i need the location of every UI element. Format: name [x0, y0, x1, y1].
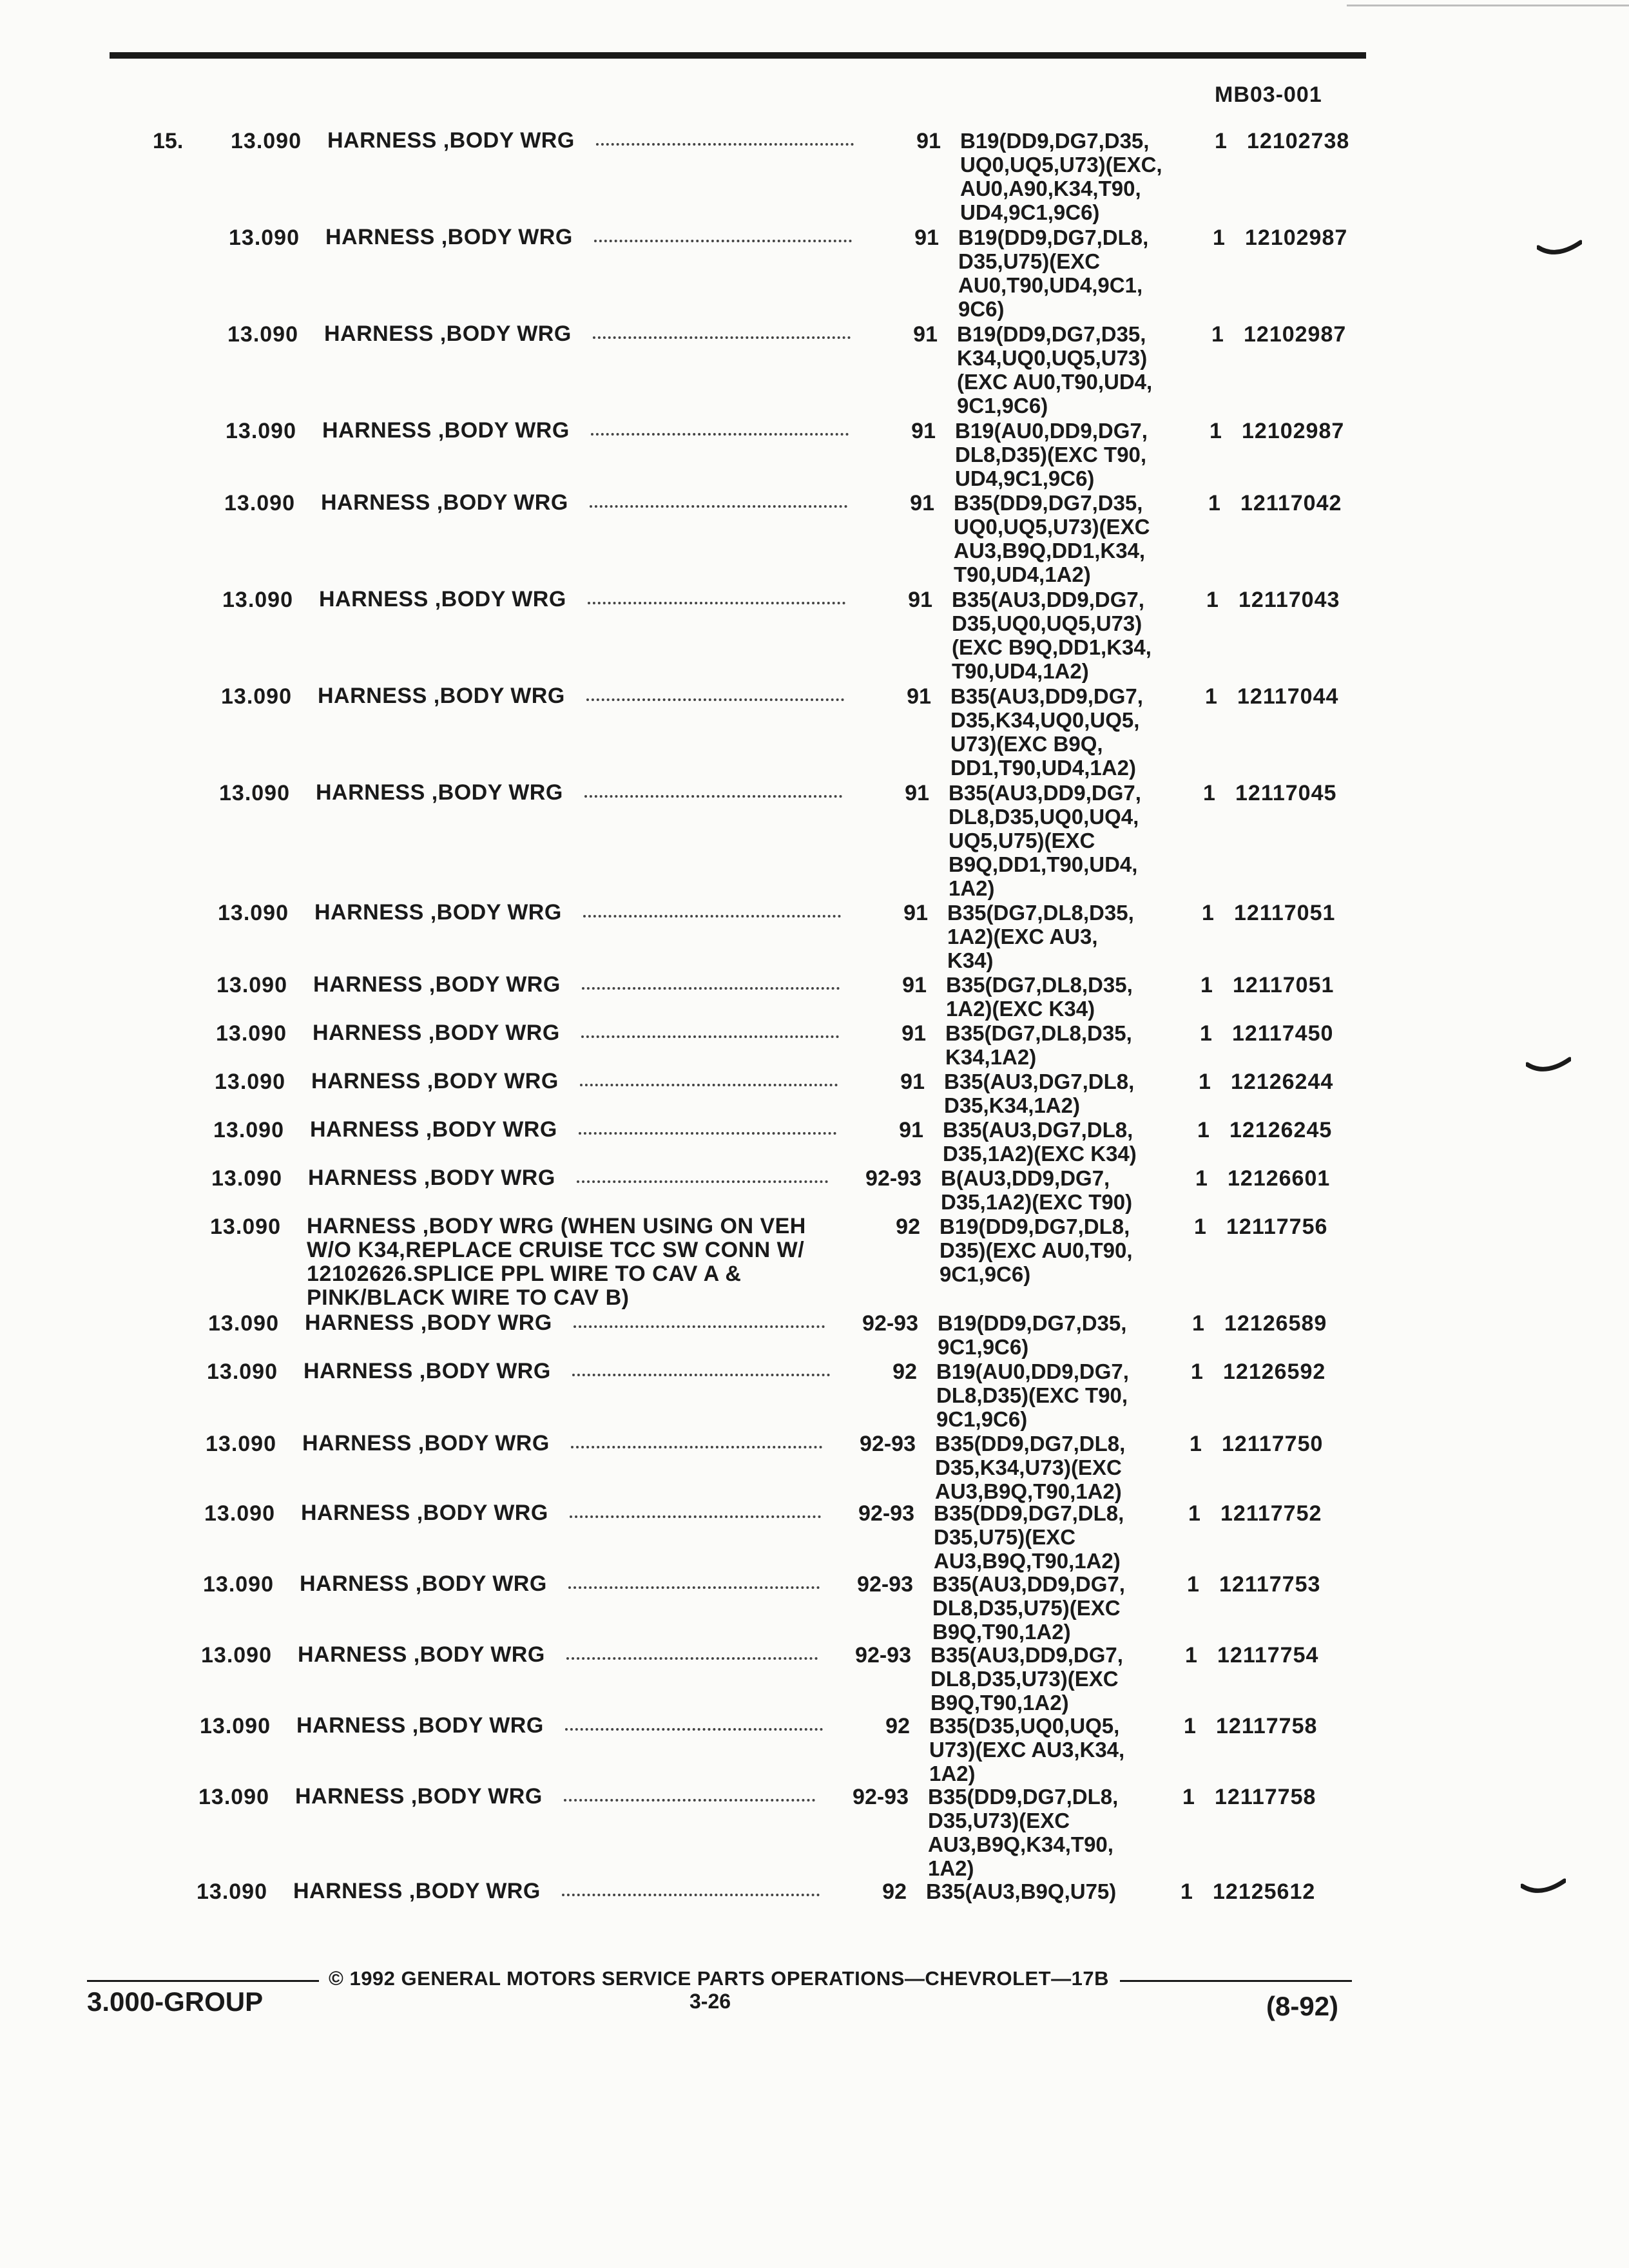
usage-codes: B35(DD9,DG7,D35, UQ0,UQ5,U73)(EXC AU3,B9Q,DD1,K34, T90,UD4,1A2) — [954, 491, 1150, 586]
footer-copyright: © 1992 GENERAL MOTORS SERVICE PARTS OPERATIONS—CHEVROLET—17B — [329, 1967, 1109, 1990]
part-number: 12117051 — [1234, 901, 1336, 925]
quantity: 1 — [1213, 226, 1225, 250]
part-description: HARNESS ,BODY WRG — [322, 419, 570, 443]
quantity: 1 — [1190, 1432, 1202, 1456]
quantity: 1 — [1210, 419, 1222, 443]
parts-row — [0, 1785, 1629, 1880]
part-number: 12117754 — [1217, 1643, 1319, 1667]
quantity: 1 — [1197, 1118, 1210, 1142]
parts-row — [0, 226, 1629, 321]
footer-page-number: 3-26 — [689, 1990, 731, 2013]
part-description: HARNESS ,BODY WRG — [300, 1572, 547, 1596]
quantity: 1 — [1184, 1714, 1196, 1738]
parts-row — [0, 491, 1629, 586]
footer-date: (8-92) — [1266, 1991, 1339, 2021]
parts-row — [0, 322, 1629, 418]
dot-leader — [564, 1798, 815, 1802]
dot-leader — [590, 504, 847, 508]
reference-number: 13.090 — [226, 419, 296, 443]
part-number: 12117756 — [1226, 1215, 1328, 1239]
usage-codes: B35(AU3,B9Q,U75) — [926, 1879, 1117, 1903]
usage-codes: B35(AU3,DD9,DG7, DL8,D35,U73)(EXC B9Q,T90,1A2) — [930, 1643, 1123, 1715]
part-description: HARNESS ,BODY WRG — [321, 491, 568, 515]
model-years: 92-93 — [865, 1166, 921, 1191]
header-code: MB03-001 — [1215, 82, 1322, 107]
part-description: HARNESS ,BODY WRG — [325, 226, 573, 249]
dot-leader — [574, 1324, 825, 1328]
dot-leader — [572, 1372, 830, 1376]
usage-codes: B19(AU0,DD9,DG7, DL8,D35)(EXC T90, UD4,9C1,9C6) — [955, 419, 1148, 490]
part-number: 12117043 — [1239, 588, 1340, 612]
parts-row — [0, 1432, 1629, 1509]
usage-codes: B35(DD9,DG7,DL8, D35,U75)(EXC AU3,B9Q,T90,1A2) — [934, 1501, 1124, 1573]
reference-number: 13.090 — [229, 226, 300, 250]
part-description: HARNESS ,BODY WRG — [318, 684, 565, 708]
part-number: 12117758 — [1216, 1714, 1318, 1738]
quantity: 1 — [1194, 1215, 1206, 1239]
usage-codes: B(AU3,DD9,DG7, D35,1A2)(EXC T90) — [941, 1166, 1133, 1214]
model-years: 91 — [911, 419, 936, 443]
part-number: 12117750 — [1222, 1432, 1324, 1456]
quantity: 1 — [1195, 1166, 1208, 1191]
part-number: 12117753 — [1219, 1572, 1321, 1597]
model-years: 91 — [913, 322, 938, 347]
part-description: HARNESS ,BODY WRG — [308, 1166, 555, 1190]
model-years: 92 — [885, 1714, 910, 1738]
dot-leader — [579, 1131, 836, 1135]
part-number: 12102987 — [1244, 322, 1347, 347]
reference-number: 13.090 — [227, 322, 298, 347]
quantity: 1 — [1202, 901, 1214, 925]
parts-row — [0, 419, 1629, 496]
reference-number: 13.090 — [216, 1021, 287, 1046]
quantity: 1 — [1215, 129, 1227, 153]
reference-number: 13.090 — [213, 1118, 284, 1142]
dot-leader — [586, 697, 844, 701]
part-description: HARNESS ,BODY WRG (WHEN USING ON VEH W/O K34,REPLACE CRUISE TCC SW CONN W/ 12102626.SPLICE PPL WIRE TO CAV A & PINK/BLACK WIRE TO CAV B) — [307, 1215, 806, 1310]
usage-codes: B35(AU3,DD9,DG7, DL8,D35,UQ0,UQ4, UQ5,U75)(EXC B9Q,DD1,T90,UD4, 1A2) — [949, 781, 1141, 900]
usage-codes: B19(DD9,DG7,DL8, D35,U75)(EXC AU0,T90,UD4,9C1, 9C6) — [958, 226, 1149, 321]
model-years: 92 — [896, 1215, 920, 1239]
part-number: 12102987 — [1242, 419, 1345, 443]
parts-row — [0, 1714, 1629, 1791]
check-mark-icon — [1521, 1878, 1566, 1898]
reference-number: 13.090 — [198, 1785, 269, 1809]
reference-number: 13.090 — [204, 1501, 275, 1526]
footer-group: 3.000-GROUP — [87, 1986, 264, 2017]
item-number: 15. — [153, 129, 184, 153]
quantity: 1 — [1181, 1879, 1193, 1904]
usage-codes: B19(DD9,DG7,D35, K34,UQ0,UQ5,U73) (EXC AU0,T90,UD4, 9C1,9C6) — [957, 322, 1153, 418]
quantity: 1 — [1187, 1572, 1199, 1597]
reference-number: 13.090 — [197, 1879, 267, 1904]
part-description: HARNESS ,BODY WRG — [295, 1785, 543, 1809]
model-years: 91 — [900, 1070, 925, 1094]
model-years: 91 — [905, 781, 929, 805]
part-number: 12126601 — [1228, 1166, 1331, 1191]
top-rule — [110, 52, 1366, 59]
parts-row — [0, 901, 1629, 978]
dot-leader — [593, 335, 851, 339]
quantity: 1 — [1211, 322, 1224, 347]
dot-leader — [571, 1445, 822, 1448]
part-description: HARNESS ,BODY WRG — [302, 1432, 550, 1456]
parts-row — [0, 588, 1629, 683]
dot-leader — [570, 1514, 821, 1518]
model-years: 91 — [916, 129, 941, 153]
quantity: 1 — [1206, 588, 1219, 612]
usage-codes: B19(AU0,DD9,DG7, DL8,D35)(EXC T90, 9C1,9C6) — [936, 1360, 1129, 1431]
reference-number: 13.090 — [210, 1215, 281, 1239]
quantity: 1 — [1205, 684, 1217, 709]
reference-number: 13.090 — [217, 973, 287, 997]
usage-codes: B35(DD9,DG7,DL8, D35,U73)(EXC AU3,B9Q,K34,T90, 1A2) — [928, 1785, 1119, 1880]
part-description: HARNESS ,BODY WRG — [301, 1501, 548, 1525]
model-years: 92-93 — [855, 1643, 911, 1667]
usage-codes: B35(AU3,DD9,DG7, D35,K34,UQ0,UQ5, U73)(EXC B9Q, DD1,T90,UD4,1A2) — [950, 684, 1143, 780]
part-description: HARNESS ,BODY WRG — [293, 1879, 541, 1903]
quantity: 1 — [1192, 1311, 1204, 1336]
part-description: HARNESS ,BODY WRG — [296, 1714, 544, 1738]
reference-number: 13.090 — [215, 1070, 285, 1094]
quantity: 1 — [1188, 1501, 1200, 1526]
model-years: 91 — [903, 901, 928, 925]
dot-leader — [594, 238, 852, 242]
usage-codes: B19(DD9,DG7,D35, 9C1,9C6) — [938, 1311, 1127, 1359]
quantity: 1 — [1199, 1070, 1211, 1094]
check-mark-icon — [1526, 1057, 1571, 1076]
part-description: HARNESS ,BODY WRG — [304, 1360, 551, 1383]
part-number: 12102738 — [1247, 129, 1350, 153]
part-number: 12102987 — [1245, 226, 1348, 250]
reference-number: 13.090 — [207, 1360, 278, 1384]
reference-number: 13.090 — [208, 1311, 279, 1336]
footer-rule-left — [87, 1980, 319, 1982]
part-number: 12126589 — [1224, 1311, 1327, 1336]
dot-leader — [568, 1585, 820, 1589]
usage-codes: B19(DD9,DG7,DL8, D35)(EXC AU0,T90, 9C1,9C6) — [940, 1215, 1133, 1286]
reference-number: 13.090 — [201, 1643, 272, 1667]
parts-row — [0, 1215, 1629, 1310]
part-description: HARNESS ,BODY WRG — [313, 1021, 560, 1045]
usage-codes: B35(AU3,DG7,DL8, D35,K34,1A2) — [944, 1070, 1135, 1117]
part-number: 12117044 — [1237, 684, 1339, 709]
model-years: 92 — [882, 1879, 907, 1904]
quantity: 1 — [1200, 1021, 1212, 1046]
part-description: HARNESS ,BODY WRG — [324, 322, 572, 346]
reference-number: 13.090 — [219, 781, 290, 805]
reference-number: 13.090 — [211, 1166, 282, 1191]
part-description: HARNESS ,BODY WRG — [298, 1643, 545, 1667]
dot-leader — [588, 601, 845, 604]
parts-row — [0, 1572, 1629, 1649]
dot-leader — [566, 1656, 818, 1660]
part-description: HARNESS ,BODY WRG — [305, 1311, 552, 1335]
parts-row — [0, 684, 1629, 780]
part-number: 12126244 — [1231, 1070, 1334, 1094]
part-number: 12125612 — [1213, 1879, 1316, 1904]
model-years: 91 — [902, 973, 927, 997]
part-number: 12117752 — [1220, 1501, 1322, 1526]
model-years: 91 — [901, 1021, 926, 1046]
usage-codes: B35(DD9,DG7,DL8, D35,K34,U73)(EXC AU3,B9Q,T90,1A2) — [935, 1432, 1126, 1503]
model-years: 92 — [892, 1360, 917, 1384]
parts-row — [0, 1879, 1629, 1957]
part-number: 12126245 — [1229, 1118, 1333, 1142]
model-years: 92-93 — [860, 1432, 916, 1456]
parts-row — [0, 1643, 1629, 1720]
reference-number: 13.090 — [231, 129, 302, 153]
model-years: 91 — [899, 1118, 923, 1142]
reference-number: 13.090 — [200, 1714, 271, 1738]
part-number: 12126592 — [1223, 1360, 1326, 1384]
part-number: 12117045 — [1235, 781, 1337, 805]
dot-leader — [596, 142, 854, 146]
quantity: 1 — [1208, 491, 1220, 515]
usage-codes: B35(D35,UQ0,UQ5, U73)(EXC AU3,K34, 1A2) — [929, 1714, 1125, 1785]
usage-codes: B19(DD9,DG7,D35, UQ0,UQ5,U73)(EXC, AU0,A90,K34,T90, UD4,9C1,9C6) — [960, 129, 1162, 224]
part-number: 12117450 — [1232, 1021, 1334, 1046]
corner-rule — [1347, 5, 1629, 6]
usage-codes: B35(AU3,DD9,DG7, D35,UQ0,UQ5,U73) (EXC B9Q,DD1,K34, T90,UD4,1A2) — [952, 588, 1152, 683]
model-years: 91 — [910, 491, 934, 515]
reference-number: 13.090 — [206, 1432, 276, 1456]
parts-row — [0, 1501, 1629, 1579]
model-years: 92-93 — [857, 1572, 913, 1597]
part-number: 12117758 — [1215, 1785, 1316, 1809]
dot-leader — [565, 1727, 823, 1731]
dot-leader — [562, 1892, 820, 1896]
reference-number: 13.090 — [203, 1572, 274, 1597]
reference-number: 13.090 — [221, 684, 292, 709]
dot-leader — [580, 1082, 838, 1086]
usage-codes: B35(AU3,DD9,DG7, DL8,D35,U75)(EXC B9Q,T90,1A2) — [932, 1572, 1125, 1644]
quantity: 1 — [1191, 1360, 1203, 1384]
reference-number: 13.090 — [222, 588, 293, 612]
part-description: HARNESS ,BODY WRG — [319, 588, 566, 611]
quantity: 1 — [1182, 1785, 1195, 1809]
model-years: 92-93 — [862, 1311, 918, 1336]
dot-leader — [583, 914, 841, 918]
quantity: 1 — [1185, 1643, 1197, 1667]
reference-number: 13.090 — [218, 901, 289, 925]
model-years: 92-93 — [858, 1501, 914, 1526]
quantity: 1 — [1203, 781, 1215, 805]
model-years: 91 — [908, 588, 932, 612]
quantity: 1 — [1200, 973, 1213, 997]
parts-row — [0, 1360, 1629, 1437]
reference-number: 13.090 — [224, 491, 295, 515]
dot-leader — [577, 1179, 828, 1183]
usage-codes: B35(DG7,DL8,D35, K34,1A2) — [945, 1021, 1132, 1069]
part-description: HARNESS ,BODY WRG — [310, 1118, 557, 1142]
dot-leader — [582, 986, 840, 990]
check-mark-icon — [1537, 240, 1582, 259]
usage-codes: B35(DG7,DL8,D35, 1A2)(EXC AU3, K34) — [947, 901, 1134, 972]
part-description: HARNESS ,BODY WRG — [327, 129, 575, 153]
parts-row — [0, 781, 1629, 900]
usage-codes: B35(AU3,DG7,DL8, D35,1A2)(EXC K34) — [943, 1118, 1137, 1166]
part-description: HARNESS ,BODY WRG — [314, 901, 562, 925]
part-description: HARNESS ,BODY WRG — [313, 973, 561, 997]
footer-rule-right — [1120, 1980, 1352, 1982]
model-years: 91 — [907, 684, 931, 709]
dot-leader — [591, 432, 849, 436]
dot-leader — [584, 794, 842, 798]
model-years: 91 — [914, 226, 939, 250]
parts-row — [0, 129, 1629, 224]
part-number: 12117042 — [1240, 491, 1342, 515]
part-number: 12117051 — [1233, 973, 1335, 997]
part-description: HARNESS ,BODY WRG — [316, 781, 563, 805]
model-years: 92-93 — [853, 1785, 909, 1809]
dot-leader — [581, 1034, 839, 1038]
part-description: HARNESS ,BODY WRG — [311, 1070, 559, 1093]
usage-codes: B35(DG7,DL8,D35, 1A2)(EXC K34) — [946, 973, 1133, 1021]
